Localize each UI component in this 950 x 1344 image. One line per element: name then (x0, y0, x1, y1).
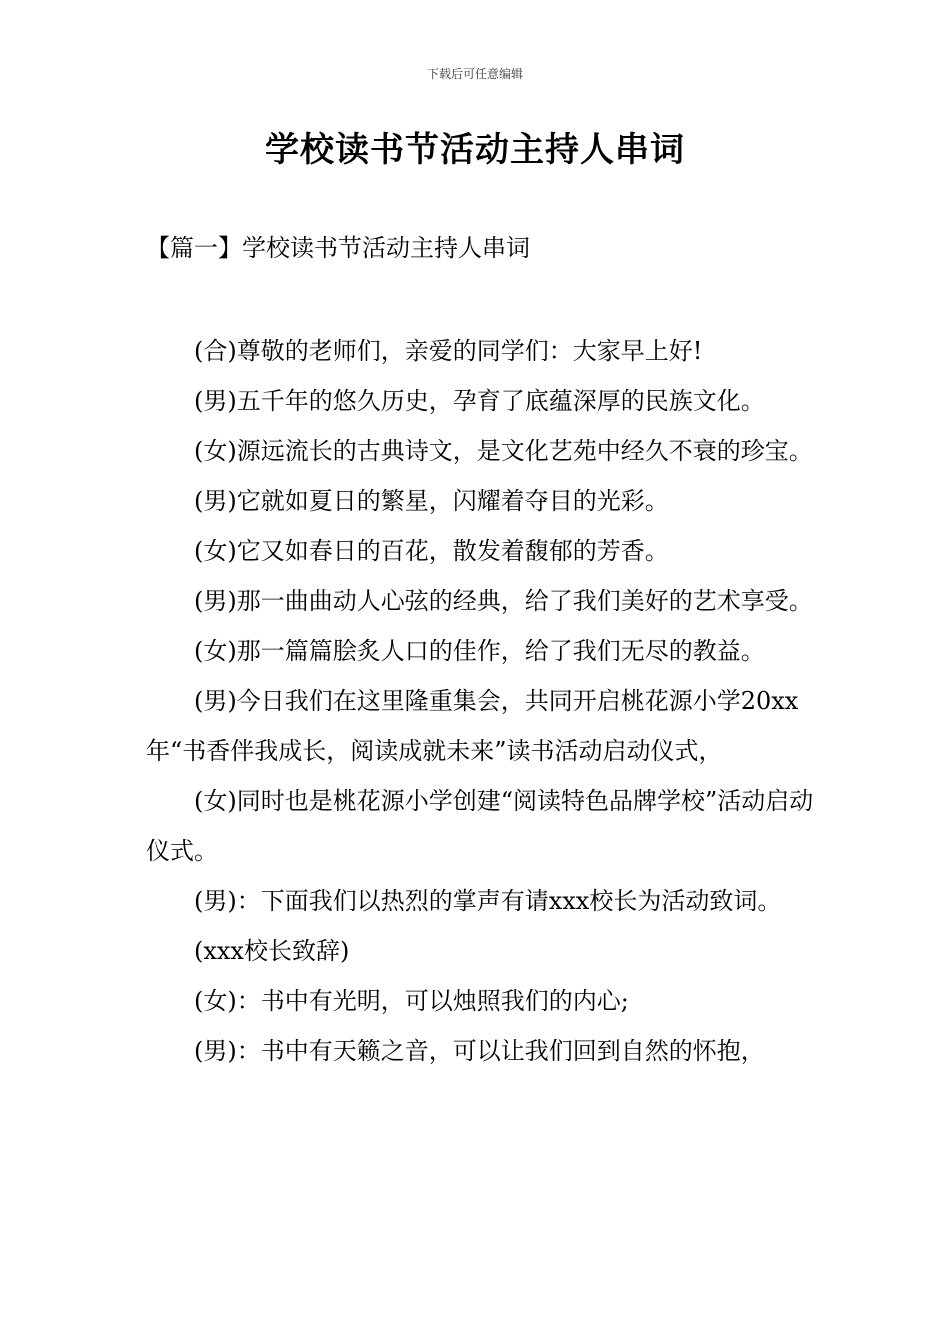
paragraph: (女)：书中有光明，可以烛照我们的内心; (194, 987, 629, 1015)
header-note: 下载后可任意编辑 (426, 67, 523, 81)
paragraph: (男)它就如夏日的繁星，闪耀着夺目的光彩。 (194, 487, 669, 515)
paragraph: (xxx校长致辞) (194, 937, 350, 965)
paragraph: (男)：下面我们以热烈的掌声有请xxx校长为活动致词。 (194, 887, 782, 915)
paragraph: (男)：书中有天籁之音，可以让我们回到自然的怀抱， (194, 1037, 765, 1065)
paragraph: (女)同时也是桃花源小学创建“阅读特色品牌学校”活动启动仪式。 (146, 787, 814, 865)
paragraph: (女)它又如春日的百花，散发着馥郁的芳香。 (194, 537, 669, 565)
paragraph: (女)那一篇篇脍炙人口的佳作，给了我们无尽的教益。 (194, 637, 765, 665)
section-heading: 【篇一】学校读书节活动主持人串词 (146, 234, 530, 262)
paragraph: (男)那一曲曲动人心弦的经典，给了我们美好的艺术享受。 (194, 587, 813, 615)
body-text (146, 326, 814, 1076)
paragraph: (男)今日我们在这里隆重集会，共同开启桃花源小学20xx年“书香伴我成长，阅读成就未来”读书活动启动仪式， (146, 687, 799, 765)
paragraph: (女)源远流长的古典诗文，是文化艺苑中经久不衰的珍宝。 (194, 437, 813, 465)
paragraph: (男)五千年的悠久历史，孕育了底蕴深厚的民族文化。 (194, 387, 765, 415)
document-title: 学校读书节活动主持人串词 (265, 130, 685, 170)
paragraph: (合)尊敬的老师们，亲爱的同学们：大家早上好! (194, 337, 703, 365)
